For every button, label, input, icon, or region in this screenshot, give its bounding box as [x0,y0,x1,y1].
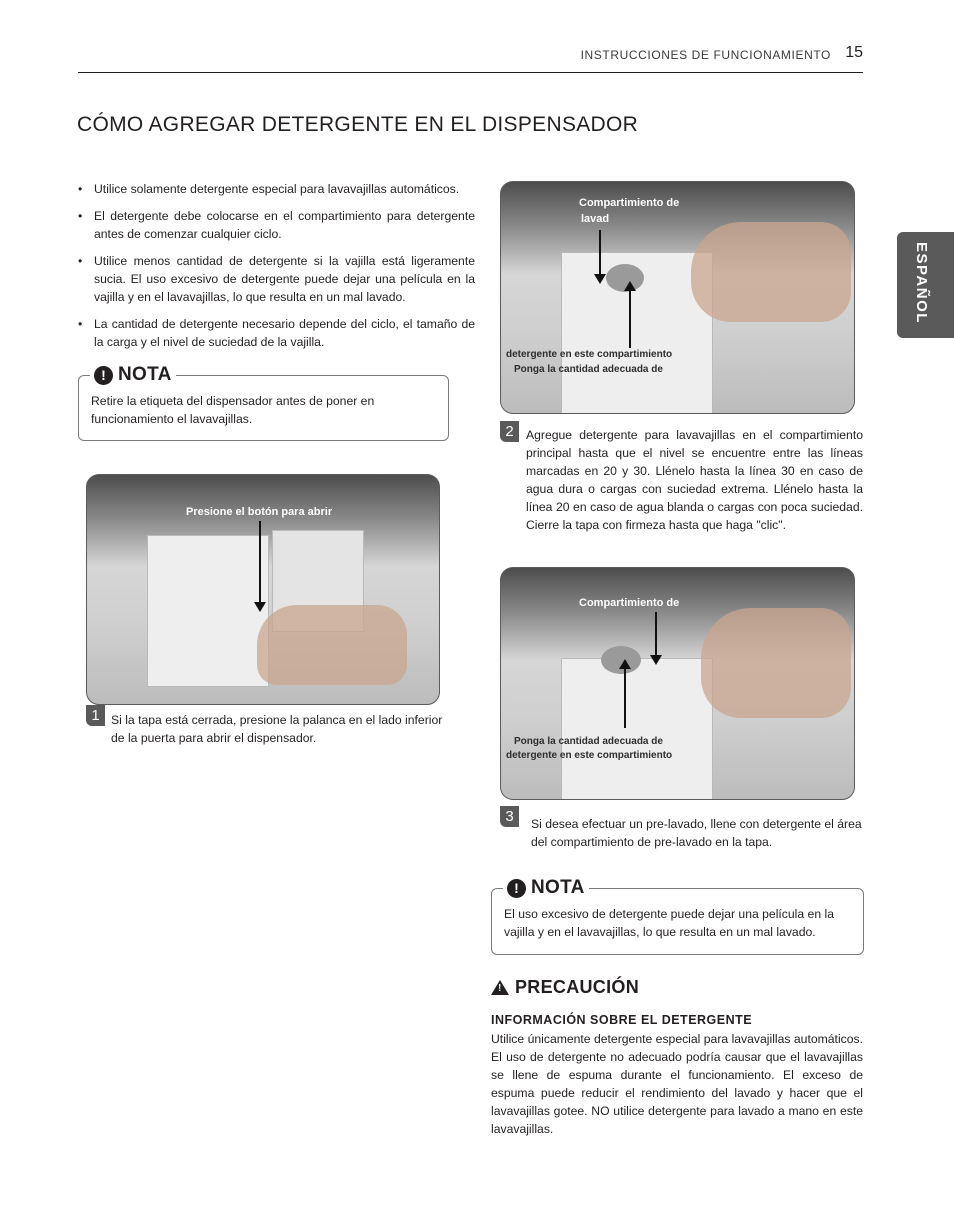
nota-label: NOTA [531,877,585,898]
dispenser-photo-3 [500,567,855,800]
photo2-caption-bottom-1: detergente en este compartimiento [506,349,673,360]
dispenser-photo-2 [500,181,855,414]
bullet-item: • Utilice solamente detergente especial para lavavajillas automáticos. [77,180,475,198]
warning-icon: ! [94,366,113,385]
warning-icon: ! [507,879,526,898]
step-number-3: 3 [500,806,519,827]
language-tab [897,232,954,338]
bullet-item: • El detergente debe colocarse en el compartimiento para detergente antes de comenzar cualquier ciclo. [77,207,475,243]
dispenser-photo-1 [86,474,440,705]
photo3-caption-bottom-1: Ponga la cantidad adecuada de [514,736,663,747]
instruction-bullets [77,180,475,360]
hand [257,605,407,685]
precaucion-text: Utilice únicamente detergente especial para lavavajillas automáticos. El uso de detergente no adecuado podría causar que el lavavajillas se llene de espuma durante el funcionamiento. El exceso de espuma puede reducir el rendimiento del lavado y hacer que el lavavajillas gotee. NO utilice detergente para lavado a mano en este lavavajillas. [491,1032,863,1136]
step-text-3: Si desea efectuar un pre-lavado, llene con detergente el área del compartimiento de pre-lavado en la tapa. [531,817,862,849]
caution-triangle-icon: ! [491,980,509,995]
arrow-icon [259,521,261,603]
nota-text-1: Retire la etiqueta del dispensador antes de poner en funcionamiento el lavavajillas. [91,394,375,426]
arrow-icon [655,612,657,656]
photo2-caption-top-1: Compartimiento de [579,197,680,209]
precaucion-label: PRECAUCIÓN [515,977,640,997]
photo2-caption-bottom-2: Ponga la cantidad adecuada de [514,364,663,375]
nota-heading-1 [90,364,176,386]
photo1-caption: Presione el botón para abrir [186,506,333,518]
photo2-caption-top-2: lavad [581,213,610,225]
page-number: 15 [845,44,863,61]
bullet-item: • Utilice menos cantidad de detergente si la vajilla está ligeramente sucia. El uso excesivo de detergente puede dejar una película en la vajilla y en el lavavajillas, lo que resulta en un mal lavado. [77,252,475,306]
step-number-1: 1 [86,705,105,726]
nota-text-2: El uso excesivo de detergente puede dejar una película en la vajilla y en el lavavajillas, lo que resulta en un mal lavado. [504,907,834,939]
dispenser-lid [147,535,269,687]
nota-heading-2 [503,877,589,899]
photo3-caption-top: Compartimiento de [579,597,680,609]
hand [701,608,851,718]
page-header [78,40,863,73]
bullet-item: • La cantidad de detergente necesario depende del ciclo, el tamaño de la carga y el nivel de suciedad de la vajilla. [77,315,475,351]
dispenser-cup [561,658,713,800]
step-number-2: 2 [500,421,519,442]
page-title: CÓMO AGREGAR DETERGENTE EN EL DISPENSADOR [77,113,639,136]
language-tab-label: ESPAÑOL [913,242,930,324]
precaucion-heading [491,977,639,998]
photo3-caption-bottom-2: detergente en este compartimiento [506,750,673,761]
arrow-icon [624,668,626,728]
hand [691,222,851,322]
arrow-icon [599,230,601,275]
arrow-icon [629,290,631,348]
nota-label: NOTA [118,364,172,385]
step-text-1: Si la tapa está cerrada, presione la palanca en el lado inferior de la puerta para abrir el dispensador. [111,713,443,745]
precaucion-subtitle: INFORMACIÓN SOBRE EL DETERGENTE [491,1013,753,1027]
section-title: INSTRUCCIONES DE FUNCIONAMIENTO [580,48,831,62]
step-text-2: Agregue detergente para lavavajillas en el compartimiento principal hasta que el nivel se encuentre entre las líneas marcadas en 20 y 30. Llénelo hasta la línea 30 en caso de agua dura o cargas con suciedad extrema. Llénelo hasta la línea 20 en caso de agua blanda o cargas con poca suciedad. Cierre la tapa con firmeza hasta que haga "clic". [526,428,863,532]
